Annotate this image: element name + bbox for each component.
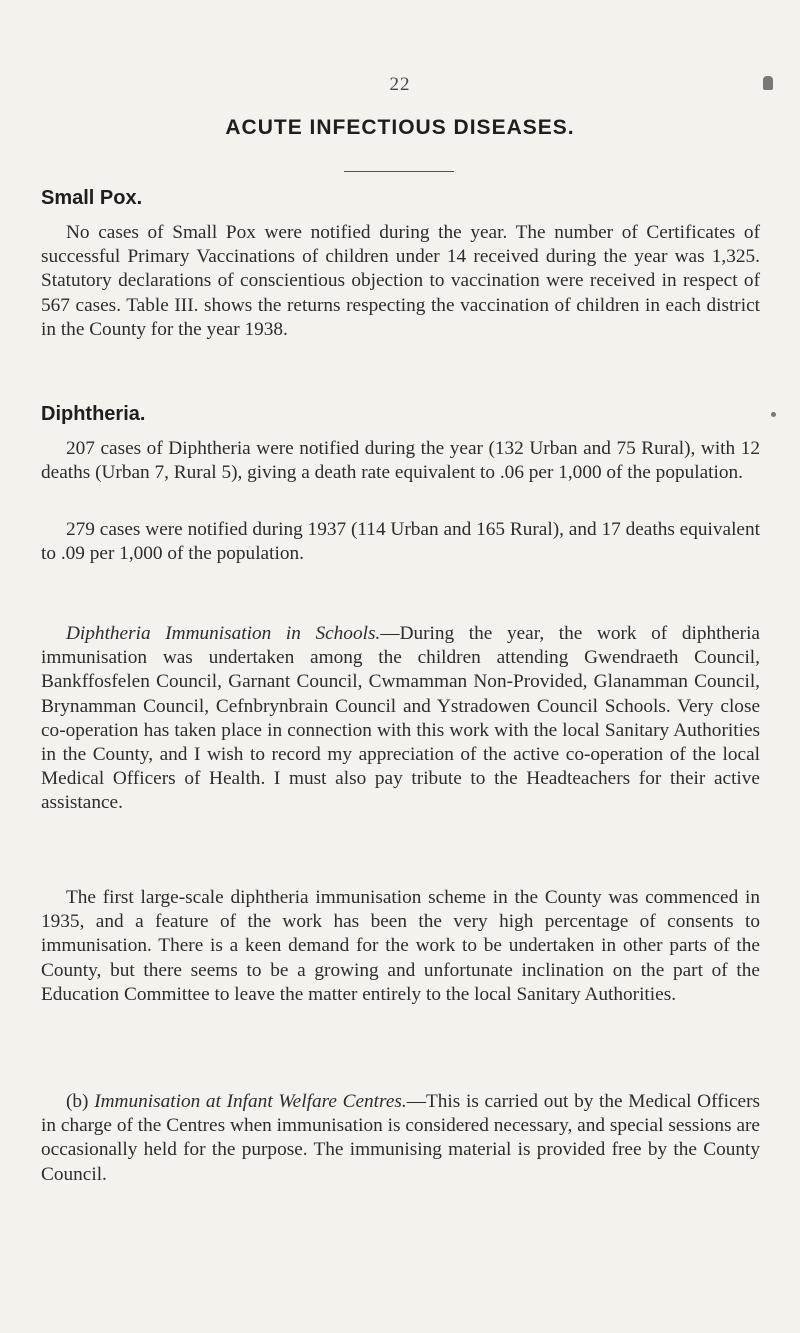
diphtheria-1937-paragraph: 279 cases were notified during 1937 (114 Urban and 165 Rural), and 17 deaths equivalent to .09 per 1,000 of the population. <box>41 519 760 565</box>
infant-welfare-lead: Immunisation at Infant Welfare Centres. <box>94 1091 407 1112</box>
section-heading-small-pox: Small Pox. <box>41 187 143 209</box>
immunisation-schools-paragraph <box>41 622 760 816</box>
small-pox-paragraph: No cases of Small Pox were notified during the year. The number of Certificates of successful Primary Vaccinations of children under 14 received during the year was 1,325. Statutory declarations of conscientious objection to vaccination were received in respect of 567 cases. Table III. shows the returns respecting the vaccination of children in each district in the County for the year 1938. <box>41 222 760 340</box>
section-heading-diphtheria: Diphtheria. <box>41 403 146 425</box>
infant-welfare-text: —This is carried out by the Medical Officers in charge of the Centres when immunisation is considered necessary, and special sessions are occasionally held for the purpose. The immunising material is provided free by the County Council. <box>41 1091 760 1185</box>
ink-mark <box>763 76 773 90</box>
page-number: 22 <box>389 74 411 95</box>
page-title: ACUTE INFECTIOUS DISEASES. <box>225 116 575 139</box>
title-rule <box>344 171 454 172</box>
ink-dot <box>771 412 776 417</box>
diphtheria-cases-paragraph: 207 cases of Diphtheria were notified during the year (132 Urban and 75 Rural), with 12 deaths (Urban 7, Rural 5), giving a death rate equivalent to .06 per 1,000 of the population. <box>41 438 760 484</box>
immunisation-schools-lead: Diphtheria Immunisation in Schools. <box>66 623 381 644</box>
immunisation-schools-text: —During the year, the work of diphtheria immunisation was undertaken among the children attending Gwendraeth Council, Bankffosfelen Council, Garnant Council, Cwmamman Non-Provided, Glanamman Council, Brynamman Council, Cefnbrynbrain Council and Ystradowen Council Schools. Very close co-operation has taken place in connection with this work with the local Sanitary Authorities in the County, and I wish to record my appreciation of the active co-operation of the local Medical Officers of Health. I must also pay tribute to the Headteachers for their active assistance. <box>41 623 760 814</box>
infant-welfare-label: (b) <box>66 1091 89 1112</box>
infant-welfare-paragraph <box>41 1090 760 1187</box>
large-scale-scheme-paragraph: The first large-scale diphtheria immunisation scheme in the County was commenced in 1935, and a feature of the work has been the very high percentage of consents to immunisation. There is a keen demand for the work to be undertaken in other parts of the County, but there seems to be a growing and unfortunate inclination on the part of the Education Committee to leave the matter entirely to the local Sanitary Authorities. <box>41 887 760 1005</box>
